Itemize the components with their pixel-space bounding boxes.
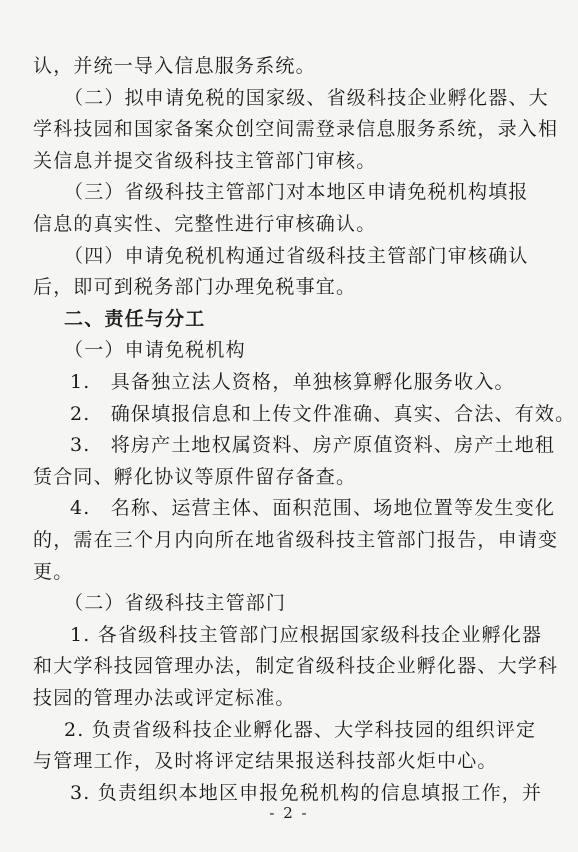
text-line: 认，并统一导入信息服务系统。 bbox=[33, 55, 316, 77]
list-item: 3. 将房产土地权属资料、房产原值资料、房产土地租 bbox=[70, 434, 556, 457]
text-line: 的，需在三个月内向所在地省级科技主管部门报告，申请变 bbox=[33, 529, 559, 551]
text-line: 更。 bbox=[33, 560, 74, 583]
text-line: 信息的真实性、完整性进行审核确认。 bbox=[33, 213, 377, 235]
text-line: 学科技园和国家备案众创空间需登录信息服务系统，录入相 bbox=[33, 118, 559, 141]
subsection-heading: （一）申请免税机构 bbox=[64, 339, 246, 362]
text-line: （三）省级科技主管部门对本地区申请免税机构填报 bbox=[64, 181, 529, 204]
section-heading: 二、责任与分工 bbox=[64, 307, 206, 330]
text-line: （二）拟申请免税的国家级、省级科技企业孵化器、大 bbox=[64, 86, 549, 109]
list-item: 1. 具备独立法人资格，单独核算孵化服务收入。 bbox=[70, 371, 515, 393]
text-line: 赁合同、孵化协议等原件留存备查。 bbox=[33, 465, 357, 488]
list-item: 4. 名称、运营主体、面积范围、场地位置等发生变化 bbox=[70, 497, 556, 520]
list-item: 1. 各省级科技主管部门应根据国家级科技企业孵化器 bbox=[70, 623, 543, 646]
text-line: 后，即可到税务部门办理免税事宜。 bbox=[33, 276, 357, 299]
list-item: 2. 确保填报信息和上传文件准确、真实、合法、有效。 bbox=[70, 402, 576, 425]
text-line: 技园的管理办法或评定标准。 bbox=[33, 687, 296, 709]
text-line: （四）申请免税机构通过省级科技主管部门审核确认 bbox=[64, 244, 529, 267]
list-item: 2. 负责省级科技企业孵化器、大学科技园的组织评定 bbox=[64, 718, 537, 741]
list-item: 3. 负责组织本地区申报免税机构的信息填报工作，并 bbox=[70, 781, 543, 804]
text-line: 与管理工作，及时将评定结果报送科技部火炬中心。 bbox=[33, 750, 498, 773]
page-number: - 2 - bbox=[269, 804, 309, 822]
text-line: 关信息并提交省级科技主管部门审核。 bbox=[33, 149, 377, 172]
subsection-heading: （二）省级科技主管部门 bbox=[64, 592, 287, 615]
text-line: 和大学科技园管理办法，制定省级科技企业孵化器、大学科 bbox=[33, 655, 559, 678]
